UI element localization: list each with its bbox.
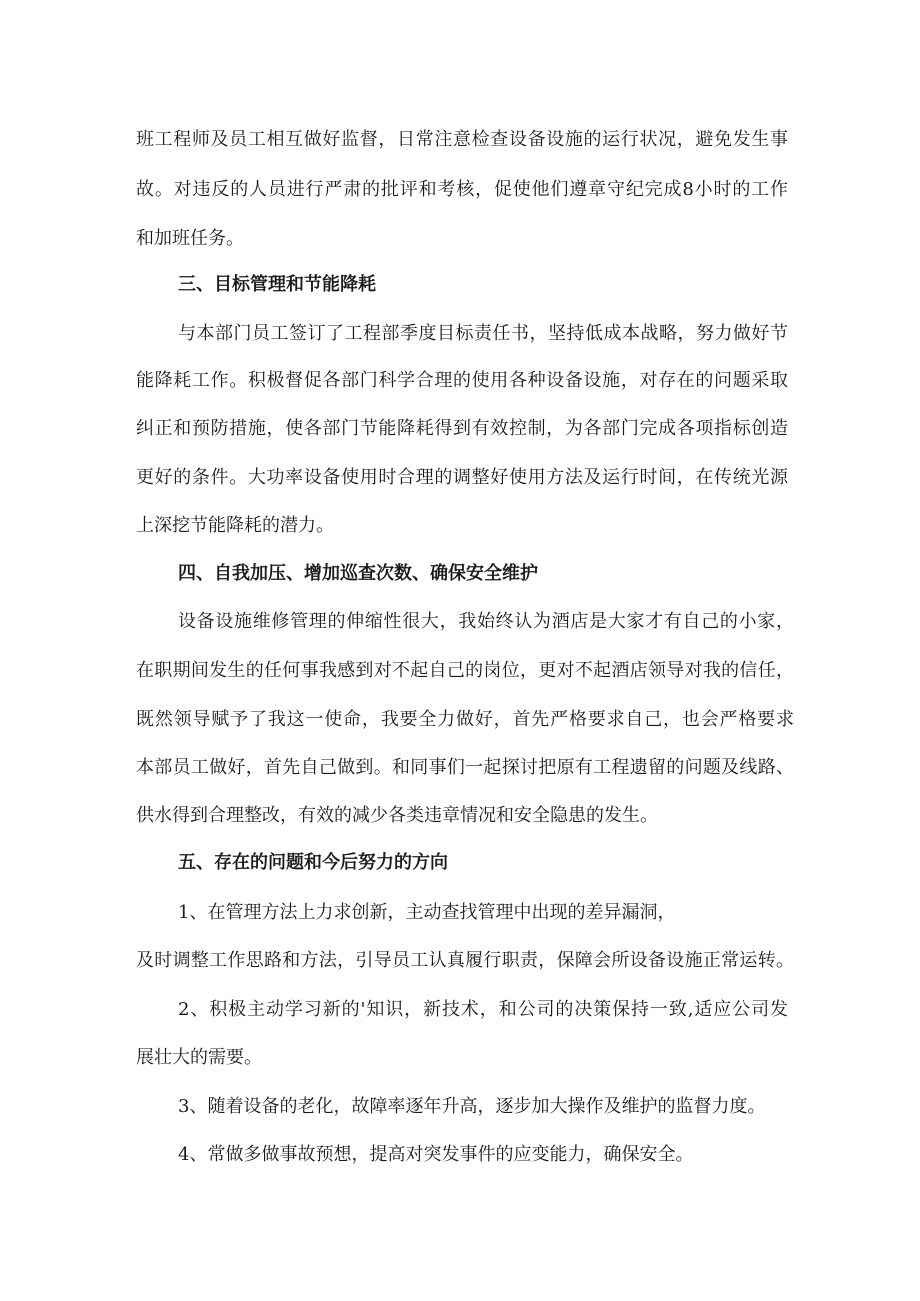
section-heading: 五、存在的问题和今后努力的方向	[178, 852, 448, 873]
paragraph-line: 和加班任务。	[136, 228, 244, 249]
list-item-line: 3、随着设备的老化，故障率逐年升高，逐步加大操作及维护的监督力度。	[178, 1096, 766, 1117]
list-item-line: 及时调整工作思路和方法，引导员工认真履行职责，保障会所设备设施正常运转。	[136, 950, 794, 971]
paragraph-line: 既然领导赋予了我这一使命，我要全力做好，首先严格要求自己，也会严格要求	[136, 709, 794, 730]
paragraph-line: 故。对违反的人员进行严肃的批评和考核，促使他们遵章守纪完成8小时的工作	[136, 179, 788, 200]
paragraph-line: 上深挖节能降耗的潜力。	[136, 515, 334, 536]
paragraph-line: 本部员工做好，首先自己做到。和同事们一起探讨把原有工程遗留的问题及线路、	[136, 757, 794, 778]
list-item-line: 1、在管理方法上力求创新，主动查找管理中出现的差异漏洞，	[178, 902, 676, 923]
list-item-line: 展壮大的需要。	[136, 1047, 262, 1068]
section-heading: 三、目标管理和节能降耗	[178, 274, 376, 295]
list-item-line: 4、常做多做事故预想，提高对突发事件的应变能力，确保安全。	[178, 1144, 694, 1165]
paragraph-line: 班工程师及员工相互做好监督，日常注意检查设备设施的运行状况，避免发生事	[136, 129, 788, 150]
paragraph-line: 能降耗工作。积极督促各部门科学合理的使用各种设备设施，对存在的问题采取	[136, 370, 788, 391]
section-heading: 四、自我加压、增加巡查次数、确保安全维护	[178, 563, 538, 584]
paragraph-line: 纠正和预防措施，使各部门节能降耗得到有效控制，为各部门完成各项指标创造	[136, 418, 788, 439]
paragraph-line: 与本部门员工签订了工程部季度目标责任书，坚持低成本战略，努力做好节	[178, 323, 788, 344]
paragraph-line: 供水得到合理整改，有效的减少各类违章情况和安全隐患的发生。	[136, 805, 658, 826]
paragraph-line: 在职期间发生的任何事我感到对不起自己的岗位，更对不起酒店领导对我的信任，	[136, 660, 794, 681]
paragraph-line: 更好的条件。大功率设备使用时合理的调整好使用方法及运行时间，在传统光源	[136, 467, 788, 488]
paragraph-line: 设备设施维修管理的伸缩性很大，我始终认为酒店是大家才有自己的小家，	[178, 611, 794, 632]
list-item-line: 2、积极主动学习新的'知识，新技术，和公司的决策保持一致,适应公司发	[178, 999, 788, 1020]
